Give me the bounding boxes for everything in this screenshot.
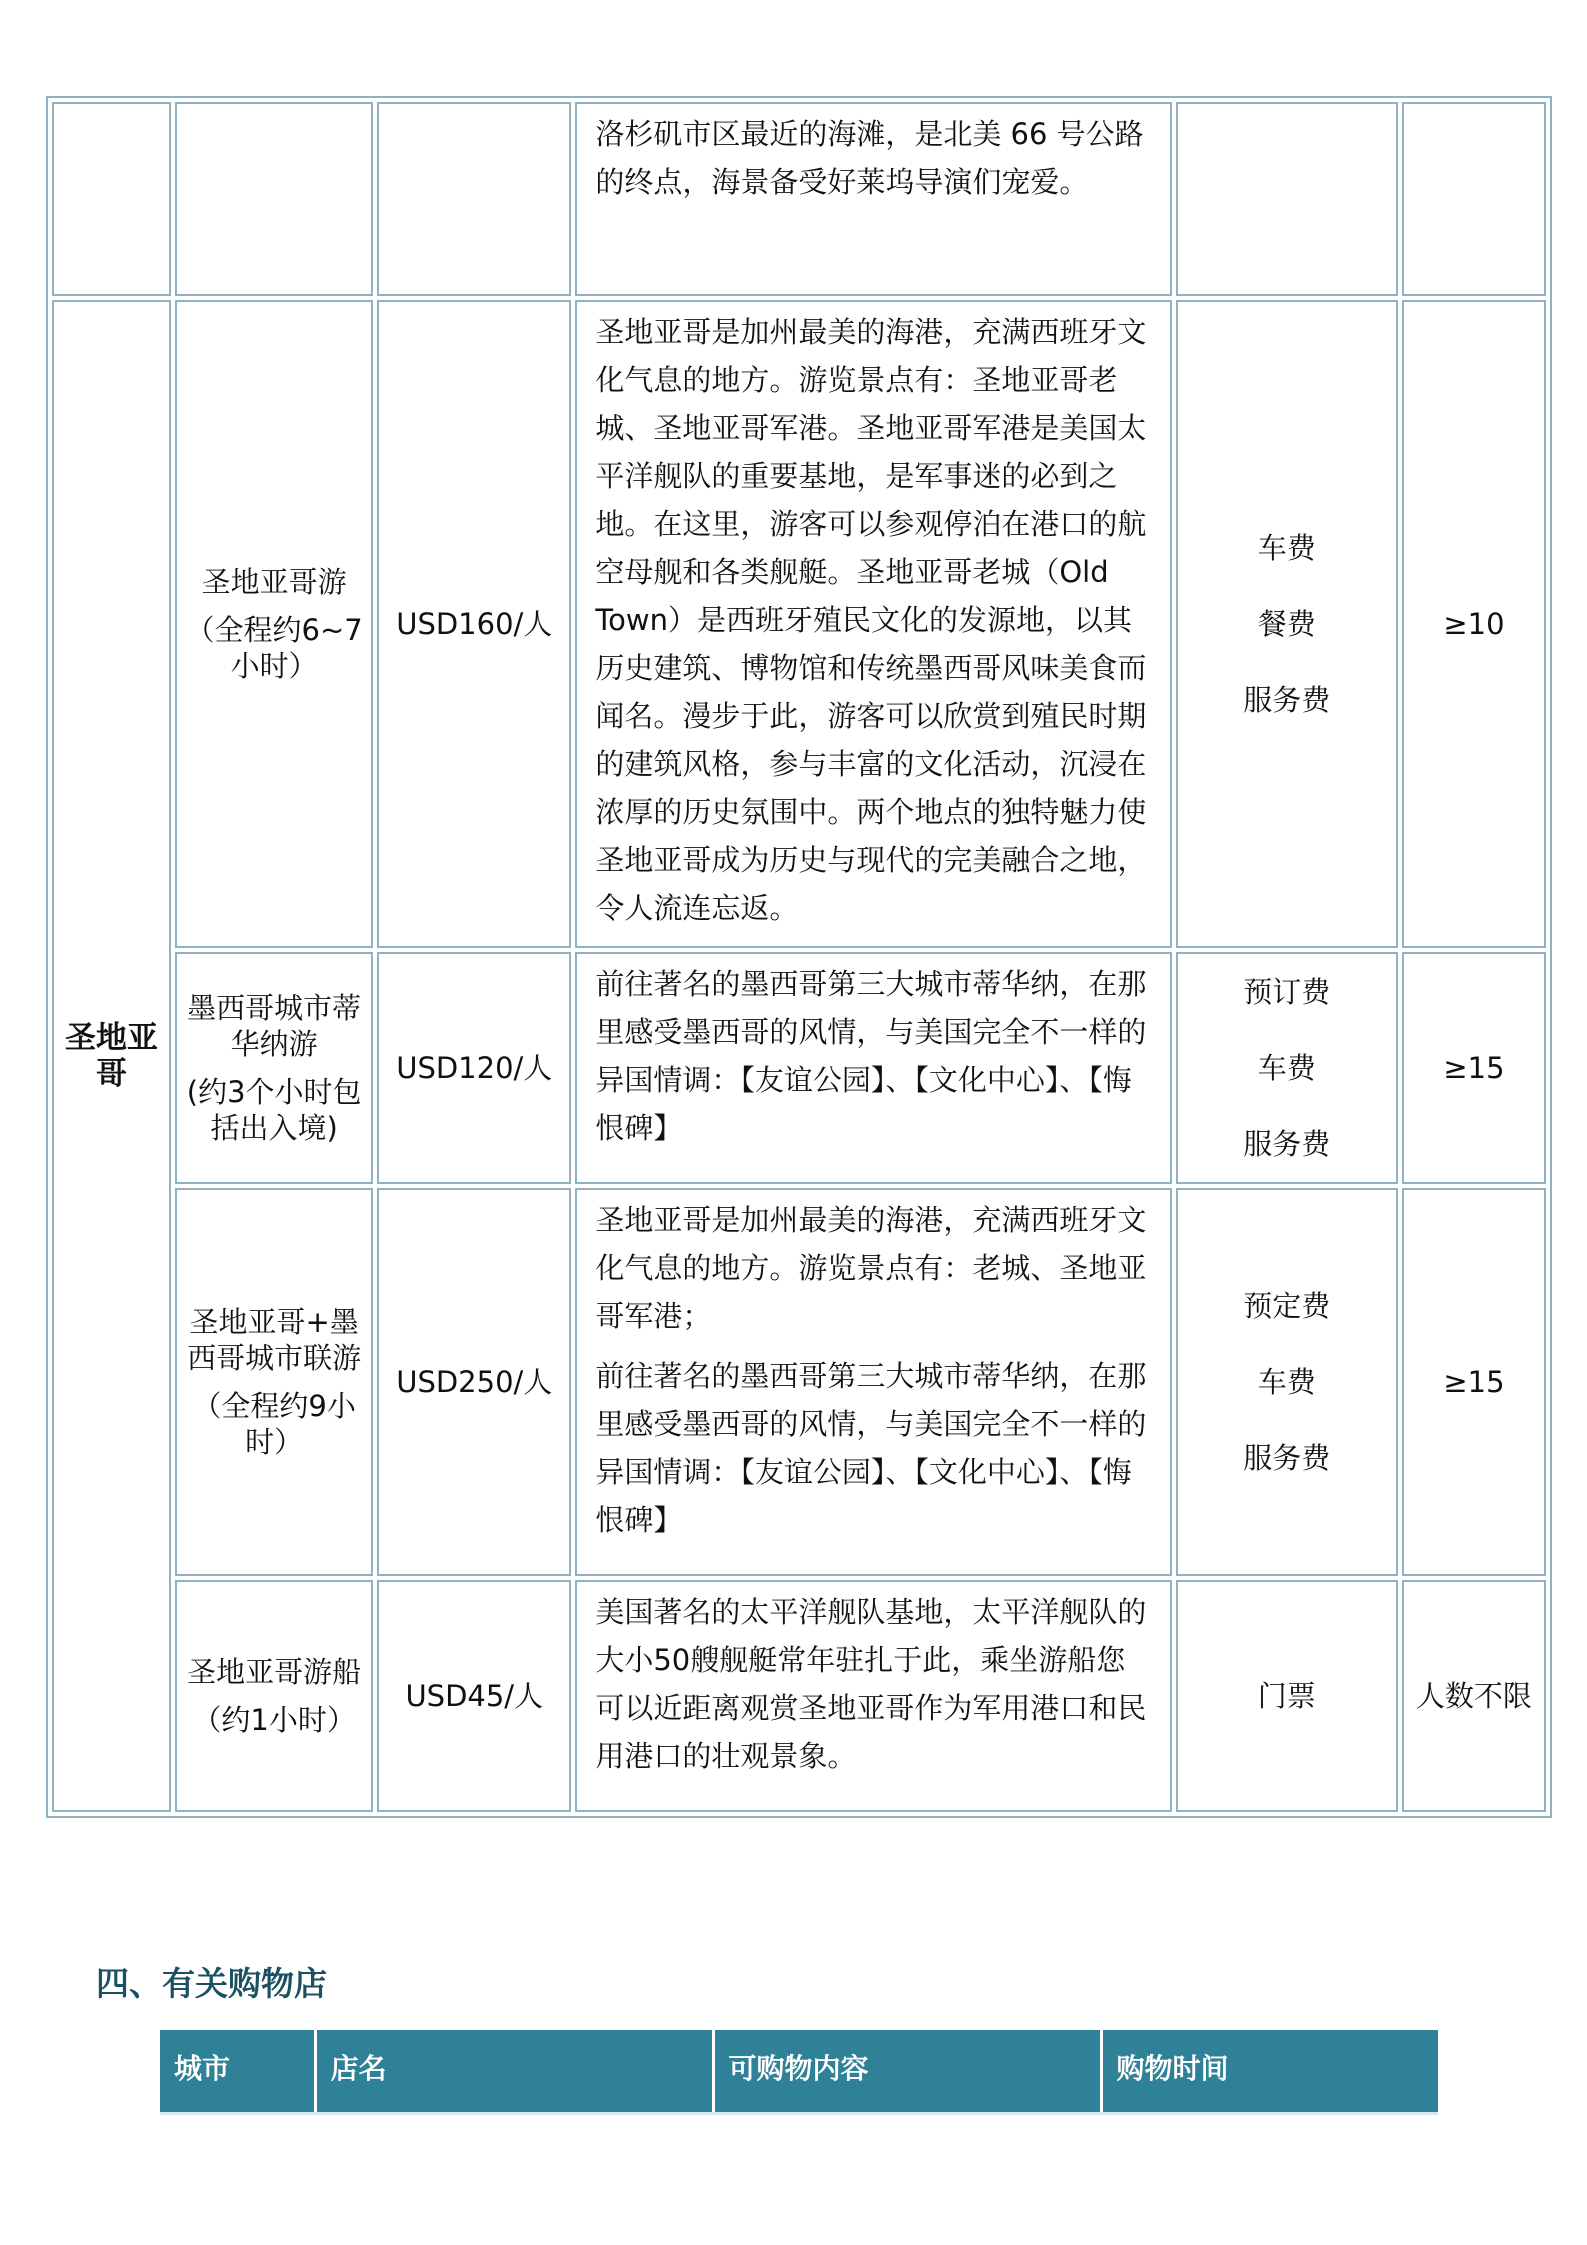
- product-duration: （全程约9小时）: [192, 1389, 356, 1459]
- product-name-cell: [175, 952, 373, 1184]
- min-people: 人数不限: [1415, 1679, 1532, 1713]
- fee-item: 服务费: [1243, 683, 1331, 717]
- price-cell: [377, 102, 571, 296]
- min-people: ≥10: [1443, 607, 1505, 641]
- fee-item: 车费: [1257, 531, 1316, 565]
- table-row: [52, 952, 1546, 1184]
- product-name: 圣地亚哥游船: [187, 1655, 362, 1689]
- fee-item: 餐费: [1257, 607, 1316, 641]
- min-people-cell: [1402, 1188, 1546, 1576]
- price: USD160/人: [396, 607, 553, 641]
- description-text: 前往著名的墨西哥第三大城市蒂华纳，在那里感受墨西哥的风情，与美国完全不一样的异国情调：【友谊公园】、【文化中心】、【悔恨碑】: [595, 1359, 1147, 1537]
- fees-cell: [1176, 1188, 1398, 1576]
- description-cell: [575, 300, 1171, 948]
- product-name-cell: [175, 1580, 373, 1812]
- section-title: 四、有关购物店: [96, 1964, 327, 2003]
- min-people-cell: [1402, 300, 1546, 948]
- product-duration: （约1小时）: [192, 1703, 356, 1737]
- description-text: 洛杉矶市区最近的海滩，是北美 66 号公路的终点，海景备受好莱坞导演们宠爱。: [595, 117, 1144, 199]
- city-name: 圣地亚哥: [65, 1020, 159, 1092]
- table-row: [52, 1580, 1546, 1812]
- table-header-row: [160, 2030, 1438, 2114]
- price-cell: [377, 1580, 571, 1812]
- fees-cell: [1176, 952, 1398, 1184]
- fee-item: 预订费: [1243, 975, 1331, 1009]
- tour-price-table: [46, 96, 1552, 1818]
- product-name: 圣地亚哥+墨西哥城市联游: [187, 1305, 362, 1375]
- fee-item: 车费: [1257, 1365, 1316, 1399]
- table-row: [52, 300, 1546, 948]
- product-name-cell: [175, 102, 373, 296]
- table-row: [52, 1188, 1546, 1576]
- fee-item: 服务费: [1243, 1127, 1331, 1161]
- fees-cell: [1176, 1580, 1398, 1812]
- description-text: 圣地亚哥是加州最美的海港，充满西班牙文化气息的地方。游览景点有：圣地亚哥老城、圣地亚哥军港。圣地亚哥军港是美国太平洋舰队的重要基地，是军事迷的必到之地。在这里，游客可以参观停泊在港口的航空母舰和各类舰艇。圣地亚哥老城（Old Town）是西班牙殖民文化的发源地，以其历史建筑、博物馆和传统墨西哥风味美食而闻名。漫步于此，游客可以欣赏到殖民时期的建筑风格，参与丰富的文化活动，沉浸在浓厚的历史氛围中。两个地点的独特魅力使圣地亚哥成为历史与现代的完美融合之地，令人流连忘返。: [595, 315, 1147, 925]
- column-header: 城市: [160, 2030, 315, 2114]
- description-cell: [575, 952, 1171, 1184]
- min-people-cell: [1402, 102, 1546, 296]
- product-name-cell: [175, 300, 373, 948]
- description-text: 美国著名的太平洋舰队基地，太平洋舰队的大小50艘舰艇常年驻扎于此，乘坐游船您可以近距离观赏圣地亚哥作为军用港口和民用港口的壮观景象。: [595, 1595, 1147, 1773]
- city-cell: [52, 102, 171, 296]
- fee-item: 门票: [1257, 1679, 1316, 1713]
- price: USD45/人: [405, 1679, 544, 1713]
- product-name: 墨西哥城市蒂华纳游: [187, 991, 362, 1061]
- description-text: 前往著名的墨西哥第三大城市蒂华纳，在那里感受墨西哥的风情，与美国完全不一样的异国情调：【友谊公园】、【文化中心】、【悔恨碑】: [595, 967, 1147, 1145]
- price-cell: [377, 1188, 571, 1576]
- city-cell: [52, 300, 171, 1812]
- price-cell: [377, 300, 571, 948]
- description-cell: [575, 102, 1171, 296]
- price-cell: [377, 952, 571, 1184]
- fee-item: 服务费: [1243, 1441, 1331, 1475]
- fee-item: 预定费: [1243, 1289, 1331, 1323]
- min-people-cell: [1402, 1580, 1546, 1812]
- fee-item: 车费: [1257, 1051, 1316, 1085]
- description-cell: [575, 1580, 1171, 1812]
- product-duration: (约3个小时包括出入境): [186, 1075, 362, 1145]
- min-people: ≥15: [1443, 1365, 1505, 1399]
- price: USD250/人: [396, 1365, 553, 1399]
- fees-cell: [1176, 102, 1398, 296]
- min-people: ≥15: [1443, 1051, 1505, 1085]
- table-row: [52, 102, 1546, 296]
- fees-cell: [1176, 300, 1398, 948]
- shopping-table: [160, 2030, 1438, 2115]
- price: USD120/人: [396, 1051, 553, 1085]
- product-duration: （全程约6~7小时）: [185, 613, 363, 683]
- product-name: 圣地亚哥游: [201, 565, 347, 599]
- min-people-cell: [1402, 952, 1546, 1184]
- description-cell: [575, 1188, 1171, 1576]
- description-text: 圣地亚哥是加州最美的海港，充满西班牙文化气息的地方。游览景点有：老城、圣地亚哥军港；: [595, 1203, 1147, 1333]
- column-header: 购物时间: [1101, 2030, 1438, 2114]
- column-header: 可购物内容: [713, 2030, 1101, 2114]
- product-name-cell: [175, 1188, 373, 1576]
- column-header: 店名: [315, 2030, 713, 2114]
